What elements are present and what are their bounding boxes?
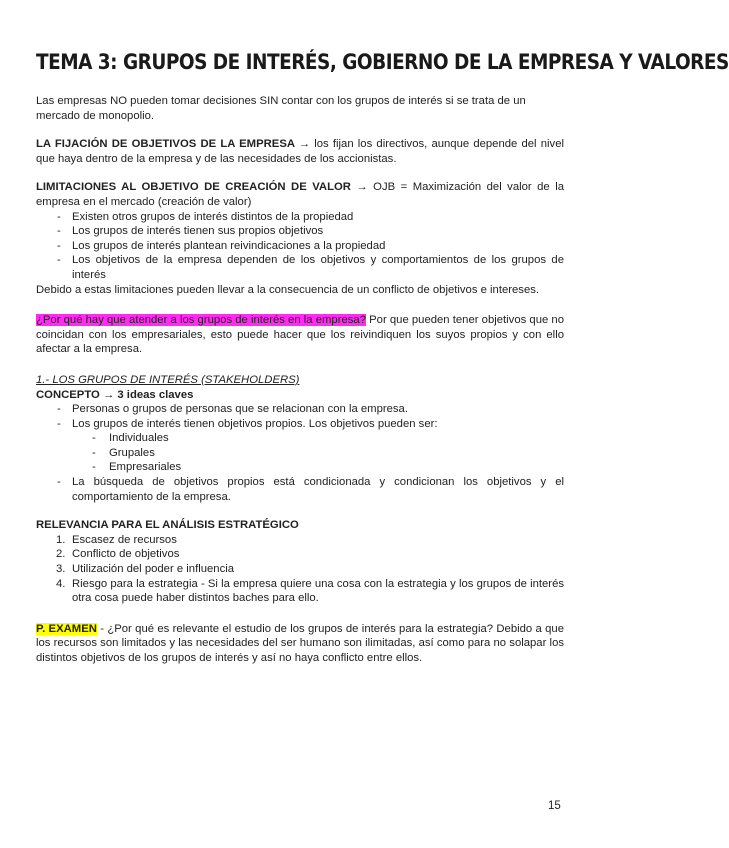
concepto-list — [36, 402, 564, 431]
page-number: 15 — [548, 800, 561, 812]
item-text: Conflicto de objetivos — [72, 548, 180, 561]
sublist-item: - Grupales — [36, 446, 564, 461]
examen-label: P. EXAMEN — [36, 622, 97, 635]
pregunta-highlight: ¿Por qué hay que atender a los grupos de interés en la empresa? — [36, 314, 366, 327]
list-item: - Los grupos de interés tienen objetivos propios. Los objetivos pueden ser: — [36, 417, 564, 432]
list-item: - Personas o grupos de personas que se relacionan con la empresa. — [36, 402, 564, 417]
sublist-item: - Individuales — [36, 431, 564, 446]
sublist-item: - Empresariales — [36, 460, 564, 475]
list-item: - La búsqueda de objetivos propios está condicionada y condicionan los objetivos y el comportamiento de la empresa. — [36, 475, 564, 504]
numbered-item — [36, 577, 564, 606]
examen-paragraph — [36, 622, 564, 666]
numbered-item — [36, 547, 564, 562]
limitaciones-heading: LIMITACIONES AL OBJETIVO DE CREACIÓN DE VALOR → — [36, 181, 368, 194]
list-item: - Los grupos de interés tienen sus propios objetivos — [36, 224, 564, 239]
relevancia-heading: RELEVANCIA PARA EL ANÁLISIS ESTRATÉGICO — [36, 519, 299, 532]
fijacion-heading: LA FIJACIÓN DE OBJETIVOS DE LA EMPRESA → — [36, 138, 311, 151]
list-item: - Los grupos de interés plantean reivindicaciones a la propiedad — [36, 239, 564, 254]
limitaciones-paragraph — [36, 180, 564, 209]
examen-text: - ¿Por qué es relevante el estudio de los grupos de interés para la estrategia? Debido a que los recursos son limitados y las necesidades del ser humano son ilimitadas, así como para no solapar los distintos objetivos de los grupos de interés y así no haya conflicto entre ellos. — [36, 622, 564, 664]
limitaciones-list — [36, 210, 564, 283]
document-body — [36, 94, 564, 666]
numbered-item — [36, 562, 564, 577]
numbered-item — [36, 533, 564, 548]
list-item: - Existen otros grupos de interés distintos de la propiedad — [36, 210, 564, 225]
pregunta-paragraph — [36, 313, 564, 357]
item-text: Utilización del poder e influencia — [72, 563, 235, 576]
fijacion-paragraph — [36, 137, 564, 166]
concepto-heading: CONCEPTO → 3 ideas claves — [36, 388, 194, 401]
page-title: TEMA 3: GRUPOS DE INTERÉS, GOBIERNO DE LA EMPRESA Y VALORES — [36, 50, 729, 75]
fijacion-text: los fijan los directivos, aunque depende del nivel que haya dentro de la empresa y de las necesidades de los accionistas. — [36, 138, 564, 165]
limitaciones-text: OJB = Maximización del valor de la empresa en el mercado (creación de valor) — [36, 181, 564, 208]
pregunta-text: Por que pueden tener objetivos que no coincidan con los empresariales, esto puede hacer que los reivindiquen los suyos propios y con ello afectar a la empresa. — [36, 314, 564, 356]
relevancia-list — [36, 533, 564, 606]
section-heading: 1.- LOS GRUPOS DE INTERÉS (STAKEHOLDERS) — [36, 373, 300, 386]
item-text: Riesgo para la estrategia - Si la empresa quiere una cosa con la estrategia y los grupos de interés otra cosa puede haber distintos baches para ello. — [72, 577, 564, 605]
concepto-list-end — [36, 475, 564, 504]
item-number: 2. — [56, 548, 66, 561]
item-text: Escasez de recursos — [72, 533, 177, 546]
intro-paragraph: Las empresas NO pueden tomar decisiones SIN contar con los grupos de interés si se trata de un mercado de monopolio. — [36, 95, 526, 122]
item-number: 4. — [56, 577, 66, 590]
objetivos-sublist — [36, 431, 564, 475]
limitaciones-conclusion: Debido a estas limitaciones pueden llevar a la consecuencia de un conflicto de objetivos e intereses. — [36, 283, 540, 296]
list-item: - Los objetivos de la empresa dependen de los objetivos y comportamientos de los grupos de interés — [36, 253, 564, 282]
item-number: 3. — [56, 563, 66, 576]
item-number: 1. — [56, 533, 66, 546]
